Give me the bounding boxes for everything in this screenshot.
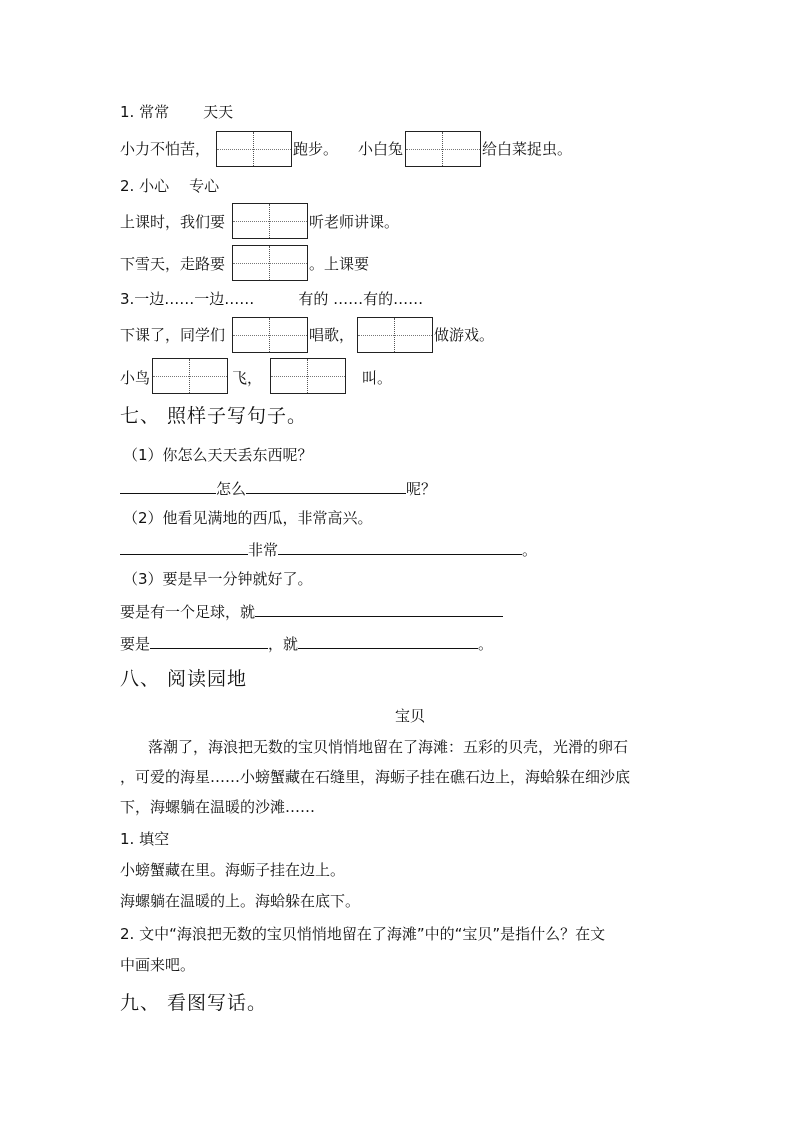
q3-s1-answer-box-2[interactable] (357, 317, 433, 353)
q1-label: 1. 常常 (120, 103, 170, 121)
s7-fill-3a (120, 600, 503, 622)
q3-label-line (120, 289, 423, 309)
q1-label-line (120, 102, 233, 122)
q2-s1-pre: 上课时，我们要 (120, 213, 226, 231)
q3-s1-answer-box-1[interactable] (232, 317, 308, 353)
q3-s2-answer-box-1[interactable] (152, 358, 228, 394)
passage-line-2: ，可爱的海星……小螃蟹藏在石缝里，海蛎子挂在礁石边上，海蛤躲在细沙底 (120, 768, 631, 786)
s7-fill-1-mid: 怎么 (216, 480, 247, 498)
q3-s1-post: 做游戏。 (434, 326, 495, 344)
s7-fill-2-blank-b[interactable] (278, 538, 522, 555)
q3-word2: 有的 ……有的…… (298, 290, 424, 308)
s8-q1-line-2: 海螺躺在温暖的上。海蛤躲在底下。 (120, 892, 361, 910)
section8-title: 八、 阅读园地 (120, 668, 248, 690)
s7-example-2: （2）他看见满地的西瓜，非常高兴。 (123, 509, 373, 527)
s7-fill-3b-mid: ，就 (268, 635, 299, 653)
q1-s2-answer-box[interactable] (405, 131, 481, 167)
q2-word2: 专心 (189, 177, 220, 195)
section7-title: 七、 照样子写句子。 (120, 405, 308, 427)
s7-fill-2 (120, 538, 537, 560)
s7-fill-3a-blank[interactable] (255, 600, 503, 617)
q1-s1-pre: 小力不怕苦， (120, 140, 211, 158)
q2-s1-post: 听老师讲课。 (309, 213, 400, 231)
q1-word2: 天天 (203, 103, 234, 121)
s7-fill-3b-pre: 要是 (120, 635, 151, 653)
s7-fill-3a-text: 要是有一个足球，就 (120, 603, 256, 621)
q3-s2-mid: 飞， (232, 369, 263, 387)
q3-s2-pre: 小鸟 (120, 369, 151, 387)
q3-s1-mid: 唱歌， (309, 326, 355, 344)
q2-s2-answer-box[interactable] (232, 245, 308, 281)
q1-s1-post: 跑步。 (293, 140, 339, 158)
s7-fill-3b-end: 。 (478, 635, 494, 653)
s7-fill-1-end: 呢？ (406, 480, 437, 498)
q2-s1-answer-box[interactable] (232, 203, 308, 239)
s7-fill-1-blank-a[interactable] (120, 477, 216, 494)
q2-s2-post: 。上课要 (309, 255, 370, 273)
s8-q1-line-1: 小螃蟹藏在里。海蛎子挂在边上。 (120, 861, 346, 879)
q3-s1-pre: 下课了，同学们 (120, 326, 226, 344)
q2-label: 2. 小心 (120, 177, 170, 195)
s7-fill-2-end: 。 (522, 541, 538, 559)
q1-s2-pre: 小白兔 (358, 140, 404, 158)
s7-fill-2-blank-a[interactable] (120, 538, 248, 555)
s7-example-1: （1）你怎么天天丢东西呢？ (123, 446, 313, 464)
q1-s1-answer-box[interactable] (216, 131, 292, 167)
s7-example-3: （3）要是早一分钟就好了。 (123, 570, 313, 588)
s8-q1-label: 1. 填空 (120, 830, 170, 848)
section9-title: 九、 看图写话。 (120, 992, 268, 1014)
s7-fill-1-blank-b[interactable] (246, 477, 406, 494)
passage-line-3: 下，海螺躺在温暖的沙滩…… (120, 798, 316, 816)
s7-fill-1 (120, 477, 436, 499)
q2-s2-pre: 下雪天，走路要 (120, 255, 226, 273)
q3-s2-post: 叫。 (362, 369, 393, 387)
q1-s2-post: 给白菜捉虫。 (482, 140, 573, 158)
passage-title: 宝贝 (395, 707, 426, 725)
s8-q2-line-2: 中画来吧。 (120, 956, 196, 974)
s7-fill-3b-blank-a[interactable] (150, 632, 268, 649)
s7-fill-3b-blank-b[interactable] (298, 632, 478, 649)
q3-s2-answer-box-2[interactable] (270, 358, 346, 394)
s7-fill-3b (120, 632, 493, 654)
passage-line-1: 落潮了，海浪把无数的宝贝悄悄地留在了海滩：五彩的贝壳，光滑的卵石 (148, 738, 629, 756)
q2-label-line (120, 176, 219, 196)
q3-label: 3.一边……一边…… (120, 290, 255, 308)
s7-fill-2-mid: 非常 (248, 541, 279, 559)
s8-q2-line-1: 2. 文中“海浪把无数的宝贝悄悄地留在了海滩”中的“宝贝”是指什么？在文 (120, 925, 606, 943)
